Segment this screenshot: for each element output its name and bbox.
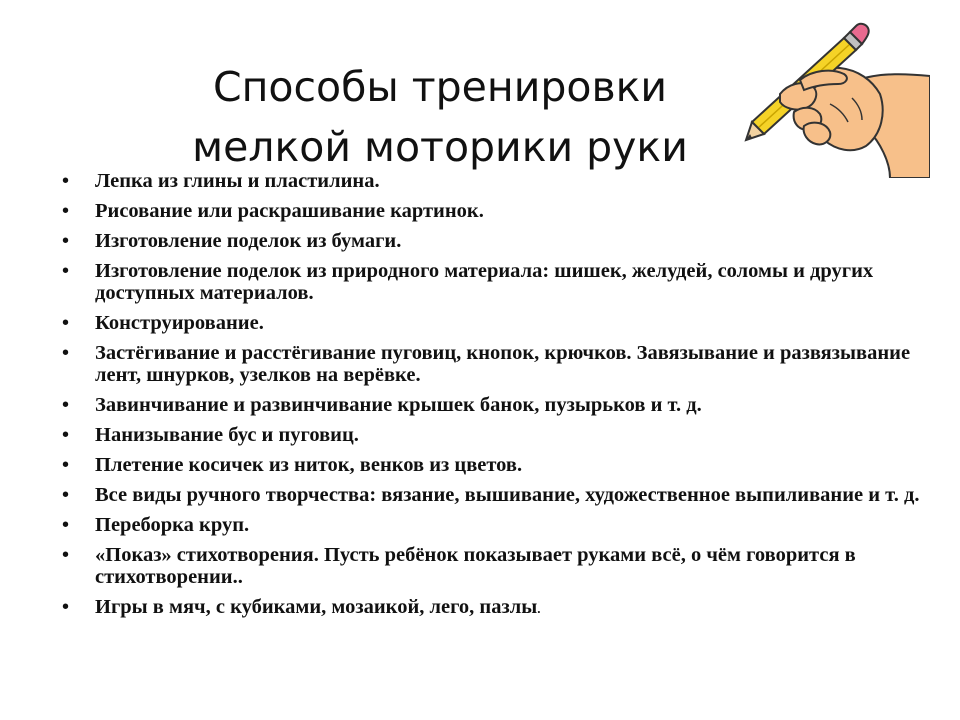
list-item-text: Нанизывание бус и пуговиц. [95, 424, 359, 446]
bullet-list [62, 170, 922, 628]
list-item [62, 544, 922, 588]
bullet-icon: • [62, 544, 70, 566]
list-item [62, 230, 922, 252]
bullet-icon: • [62, 424, 70, 446]
list-item [62, 424, 922, 446]
list-item-text: Игры в мяч, с кубиками, мозаикой, лего, пазлы [95, 596, 538, 618]
list-item [62, 260, 922, 304]
bullet-icon: • [62, 230, 70, 252]
list-item-text: Изготовление поделок из бумаги. [95, 230, 402, 252]
hand-writing-with-pencil-icon [740, 22, 930, 178]
slide-title [130, 57, 750, 177]
bullet-icon: • [62, 170, 70, 192]
list-item [62, 484, 922, 506]
bullet-icon: • [62, 312, 70, 334]
list-item-trailing-period: . [537, 601, 541, 616]
list-item [62, 394, 922, 416]
list-item-text: Переборка круп. [95, 514, 250, 536]
list-item-text: Рисование или раскрашивание картинок. [95, 200, 484, 222]
bullet-icon: • [62, 342, 70, 364]
list-item [62, 514, 922, 536]
list-item-text: Конструирование. [95, 312, 264, 334]
list-item [62, 312, 922, 334]
list-item-text: Плетение косичек из ниток, венков из цветов. [95, 454, 523, 476]
bullet-icon: • [62, 394, 70, 416]
list-item [62, 170, 922, 192]
list-item [62, 200, 922, 222]
list-item [62, 342, 922, 386]
bullet-icon: • [62, 260, 70, 282]
bullet-icon: • [62, 484, 70, 506]
list-item-text: «Показ» стихотворения. Пусть ребёнок показывает руками всё, о чём говорится в стихотворении.. [95, 544, 856, 588]
list-item [62, 454, 922, 476]
list-item-text: Изготовление поделок из природного материала: шишек, желудей, соломы и других доступных материалов. [95, 260, 874, 304]
bullet-icon: • [62, 514, 70, 536]
bullet-icon: • [62, 200, 70, 222]
list-item-text: Завинчивание и развинчивание крышек банок, пузырьков и т. д. [95, 394, 702, 416]
bullet-icon: • [62, 596, 70, 618]
list-item-text: Застёгивание и расстёгивание пуговиц, кнопок, крючков. Завязывание и развязывание лент, шнурков, узелков на верёвке. [95, 342, 911, 386]
bullet-icon: • [62, 454, 70, 476]
list-item [62, 596, 922, 620]
title-line-1: Способы тренировки [212, 63, 668, 112]
title-line-2: мелкой моторики руки [192, 123, 688, 172]
list-item-text: Все виды ручного творчества: вязание, вышивание, художественное выпиливание и т. д. [95, 484, 920, 506]
list-item-text: Лепка из глины и пластилина. [95, 170, 380, 192]
